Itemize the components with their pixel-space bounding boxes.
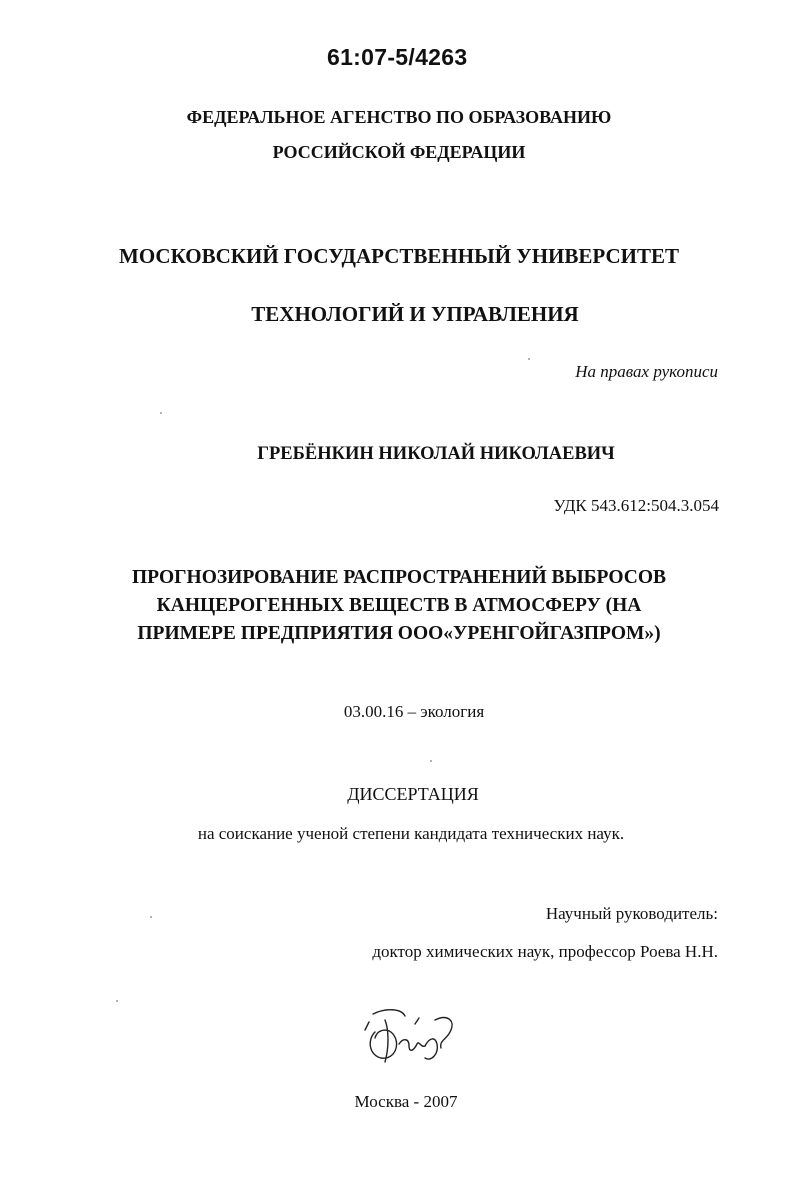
supervisor-name: доктор химических наук, профессор Роева Н.Н. (372, 942, 718, 961)
author-name: ГРЕБЁНКИН НИКОЛАЙ НИКОЛАЕВИЧ (257, 444, 615, 464)
title-line-2: КАНЦЕРОГЕННЫХ ВЕЩЕСТВ В АТМОСФЕРУ (НА (156, 595, 642, 616)
agency-line-2: РОССИЙСКОЙ ФЕДЕРАЦИИ (272, 142, 526, 162)
university-line-2: ТЕХНОЛОГИЙ И УПРАВЛЕНИЯ (251, 302, 579, 326)
scan-speck (116, 1000, 118, 1002)
scan-speck (528, 358, 530, 360)
title-line-3: ПРИМЕРЕ ПРЕДПРИЯТИЯ ООО«УРЕНГОЙГАЗПРОМ») (137, 623, 661, 644)
degree-statement: на соискание ученой степени кандидата технических наук. (197, 824, 625, 843)
agency-line-1: ФЕДЕРАЛЬНОЕ АГЕНСТВО ПО ОБРАЗОВАНИЮ (186, 107, 612, 127)
scan-speck (430, 760, 432, 762)
dissertation-title (0, 564, 798, 648)
specialty-code: 03.00.16 – экология (343, 702, 485, 721)
manuscript-note: На правах рукописи (575, 362, 718, 381)
signature-image (355, 1000, 475, 1080)
city-year: Москва - 2007 (354, 1092, 458, 1111)
document-type: ДИССЕРТАЦИЯ (347, 784, 479, 804)
agency-block (0, 100, 798, 170)
university-line-1: МОСКОВСКИЙ ГОСУДАРСТВЕННЫЙ УНИВЕРСИТЕТ (119, 244, 679, 268)
title-line-1: ПРОГНОЗИРОВАНИЕ РАСПРОСТРАНЕНИЙ ВЫБРОСОВ (131, 567, 666, 588)
scan-speck (150, 916, 152, 918)
archive-stamp-number: 61:07-5/4263 (327, 44, 468, 70)
scan-speck (160, 412, 162, 414)
udk-code: УДК 543.612:504.3.054 (553, 496, 719, 515)
supervisor-label: Научный руководитель: (545, 904, 718, 923)
